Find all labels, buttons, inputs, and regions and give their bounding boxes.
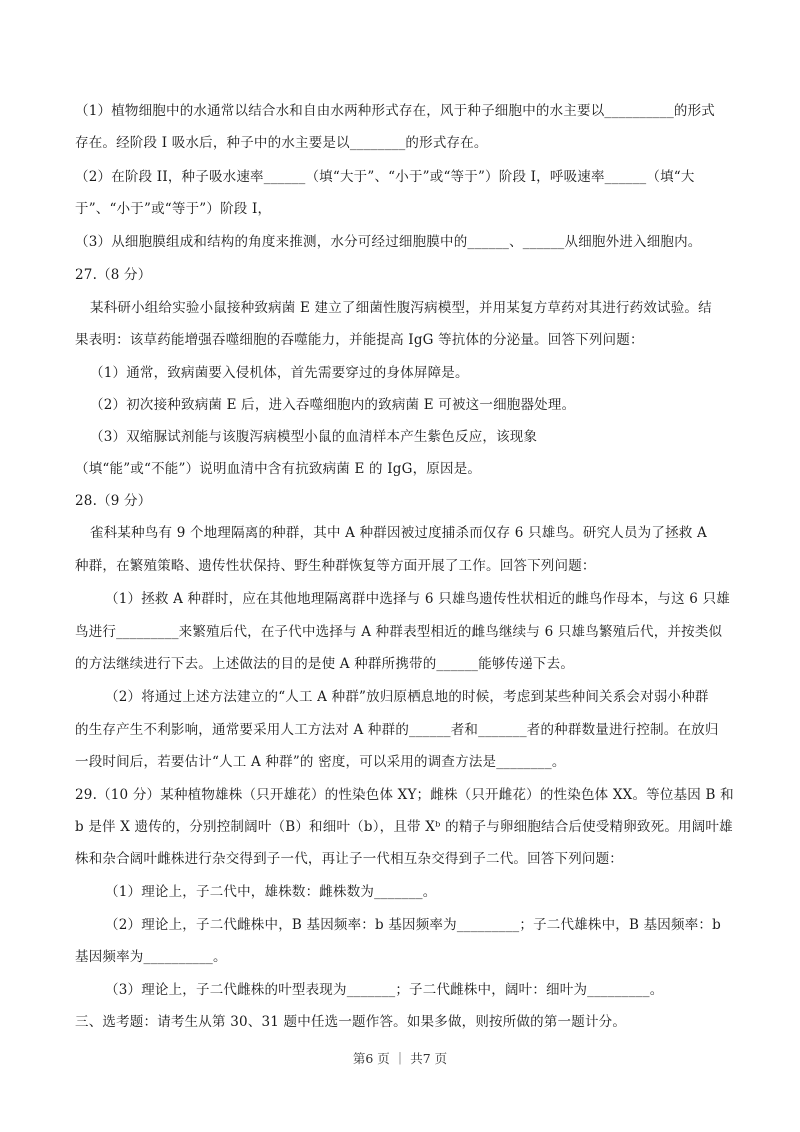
q29-2-line-b: 基因频率为__________。 — [75, 949, 227, 965]
q28-2-line-c: 一段时间后，若要估计“人工 A 种群”的 密度，可以采用的调查方法是________。 — [75, 754, 566, 770]
q26-3-line: （3）从细胞膜组成和结构的角度来推测，水分可经过细胞膜中的______、______从细胞外进入细胞内。 — [75, 234, 702, 250]
q26-1-line-a: （1）植物细胞中的水通常以结合水和自由水两种形式存在，风于种子细胞中的水主要以__________的形式 — [75, 103, 715, 119]
q28-1-line-c: 的方法继续进行下去。上述做法的目的是使 A 种群所携带的______能够传递下去。 — [75, 656, 575, 672]
q26-1-line-b: 存在。经阶段 I 吸水后，种子中的水主要是以________的形式存在。 — [75, 135, 488, 151]
q27-stem-b: 果表明：该草药能增强吞噬细胞的吞噬能力，并能提高 IgG 等抗体的分泌量。回答下列问题： — [75, 332, 644, 348]
q29-3-line: （3）理论上，子二代雌株的叶型表现为_______；子二代雌株中，阔叶：细叶为_________。 — [105, 982, 664, 998]
q29-stem-a: 29.（10 分）某种植物雄株（只开雄花）的性染色体 XY；雌株（只开雌花）的性染色体 XX。等位基因 B 和 — [75, 787, 734, 803]
q29-2-line-a: （2）理论上，子二代雌株中，B 基因频率：b 基因频率为_________；子二代雄株中，B 基因频率：b — [105, 917, 721, 933]
q28-1-line-b: 鸟进行_________来繁殖后代，在子代中选择与 A 种群表型相近的雌鸟继续与 6 只雄鸟繁殖后代，并按类似 — [75, 624, 723, 640]
q28-2-line-b: 的生存产生不利影响，通常要采用人工方法对 A 种群的______者和_______者的种群数量进行控制。在放归 — [75, 722, 719, 738]
q29-1-line: （1）理论上，子二代中，雄株数：雌株数为_______。 — [105, 884, 437, 900]
section-3-heading: 三、选考题：请考生从第 30、31 题中任选一题作答。如果多做，则按所做的第一题计分。 — [75, 1014, 627, 1030]
q27-3-line-a: （3）双缩脲试剂能与该腹泻病模型小鼠的血清样本产生紫色反应，该现象 — [90, 429, 538, 445]
q29-stem-b: b 是伴 X 遗传的，分别控制阔叶（B）和细叶（b），且带 Xᵇ 的精子与卵细胞结合后使受精卵致死。用阔叶雄 — [75, 819, 733, 835]
q28-stem-b: 种群，在繁殖策略、遗传性状保持、野生种群恢复等方面开展了工作。回答下列问题： — [75, 558, 596, 574]
q28-1-line-a: （1）拯救 A 种群时，应在其他地理隔离群中选择与 6 只雄鸟遗传性状相近的雌鸟作母本，与这 6 只雄 — [105, 591, 730, 607]
q27-1-line: （1）通常，致病菌要入侵机体，首先需要穿过的身体屏障是。 — [90, 365, 469, 381]
q29-stem-c: 株和杂合阔叶雌株进行杂交得到子一代，再让子一代相互杂交得到子二代。回答下列问题： — [75, 851, 623, 867]
q26-2-line-a: （2）在阶段 II，种子吸水速率______（填“大于”、“小于”或“等于”）阶段 I，呼吸速率______（填“大 — [75, 169, 695, 185]
q27-3-line-b: （填“能”或“不能”）说明血清中含有抗致病菌 E 的 IgG，原因是。 — [75, 461, 482, 477]
q28-heading: 28.（9 分） — [75, 493, 152, 509]
q28-stem-a: 雀科某种鸟有 9 个地理隔离的种群，其中 A 种群因被过度捕杀而仅存 6 只雄鸟。研究人员为了拯救 A — [90, 525, 707, 541]
q26-2-line-b: 于”、“小于”或“等于”）阶段 I， — [75, 201, 272, 217]
q27-stem-a: 某科研小组给实验小鼠接种致病菌 E 建立了细菌性腹泻病模型，并用某复方草药对其进行药效试验。结 — [90, 300, 712, 316]
q27-2-line: （2）初次接种致病菌 E 后，进入吞噬细胞内的致病菌 E 可被这一细胞器处理。 — [90, 397, 576, 413]
q28-2-line-a: （2）将通过上述方法建立的“人工 A 种群”放归原栖息地的时候，考虑到某些种间关系会对弱小种群 — [105, 689, 709, 705]
page-number-footer: 第6 页 ｜ 共7 页 — [352, 1051, 448, 1066]
q27-heading: 27.（8 分） — [75, 267, 152, 283]
